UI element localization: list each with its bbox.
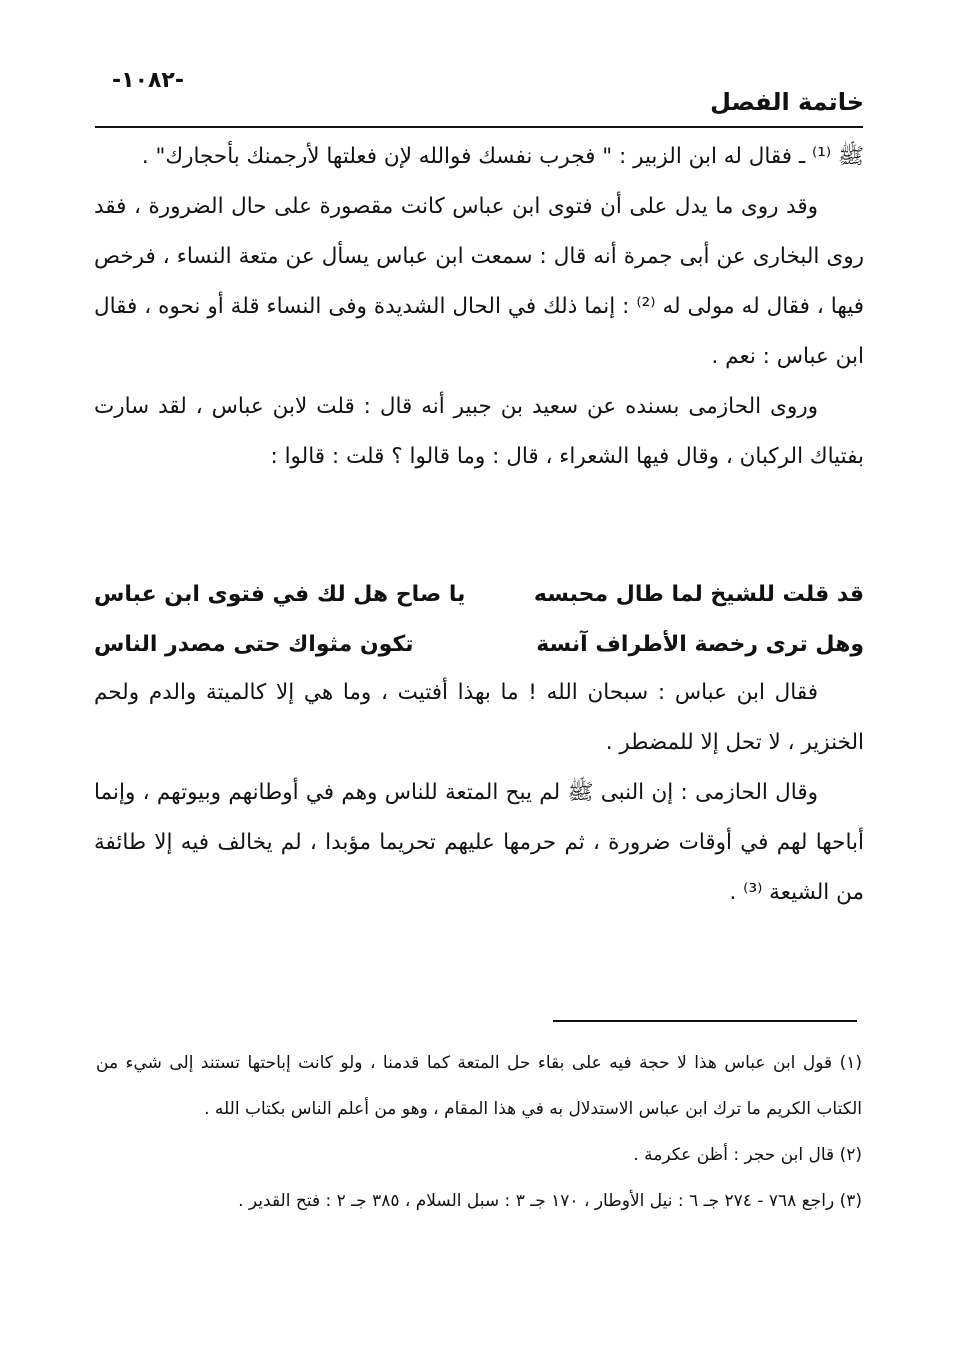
footnote-3: (٣) راجع ٧٦٨ - ٢٧٤ جـ ٦ : نيل الأوطار ، ١٧٠ جـ ٣ : سبل السلام ، ٣٨٥ جـ ٢ : فتح القدير . — [238, 1191, 862, 1211]
verse-2-second-hemistich: تكون مثواك حتى مصدر الناس — [94, 632, 414, 657]
paragraph-5: وقال الحازمى : إن النبى ﷺ لم يبح المتعة للناس وهم في أوطانهم وبيوتهم ، وإنما أباحها لهم في أوقات ضرورة ، ثم حرمها عليهم تحريما مؤبدا ، لم يخالف فيه إلا طائفة من الشيعة ⁽³⁾ . — [94, 780, 864, 905]
paragraph-1: ﷺ ⁽¹⁾ ـ فقال له ابن الزبير : " فجرب نفسك فوالله لإن فعلتها لأرجمنك بأحجارك" . — [141, 144, 864, 169]
verse-line-1 — [94, 570, 864, 620]
footnote-rule — [553, 1020, 857, 1022]
chapter-title: خاتمة الفصل — [710, 88, 864, 116]
main-text — [94, 132, 864, 482]
verse-line-2 — [94, 620, 864, 670]
paragraph-2: وقد روى ما يدل على أن فتوى ابن عباس كانت مقصورة على حال الضرورة ، فقد روى البخارى عن أبى جمرة أنه قال : سمعت ابن عباس يسأل عن متعة النساء ، فرخص فيها ، فقال له مولى له ⁽²⁾ : إنما ذلك في الحال الشديدة وفى النساء قلة أو نحوه ، فقال ابن عباس : نعم . — [94, 194, 864, 369]
verse-1-first-hemistich: قد قلت للشيخ لما طال محبسه — [533, 582, 864, 607]
verse-2-first-hemistich: وهل ترى رخصة الأطراف آنسة — [536, 632, 864, 657]
poem — [94, 570, 864, 670]
main-text-continued — [94, 668, 864, 918]
verse-1-second-hemistich: يا صاح هل لك في فتوى ابن عباس — [94, 582, 466, 607]
paragraph-3: وروى الحازمى بسنده عن سعيد بن جبير أنه قال : قلت لابن عباس ، لقد سارت بفتياك الركبان ، وقال فيها الشعراء ، قال : وما قالوا ؟ قلت : قالوا : — [94, 394, 864, 469]
page-number: -١٠٨٢- — [112, 68, 184, 93]
header-rule — [95, 126, 863, 128]
paragraph-4: فقال ابن عباس : سبحان الله ! ما بهذا أفتيت ، وما هي إلا كالميتة والدم ولحم الخنزير ، لا تحل إلا للمضطر . — [94, 680, 864, 755]
footnote-1: (١) قول ابن عباس هذا لا حجة فيه على بقاء حل المتعة كما قدمنا ، ولو كانت إباحتها تستند إلى شيء من الكتاب الكريم ما ترك ابن عباس الاستدلال به في هذا المقام ، وهو من أعلم الناس بكتاب الله . — [96, 1053, 862, 1119]
footnotes — [96, 1040, 862, 1224]
footnote-2: (٢) قال ابن حجر : أظن عكرمة . — [633, 1145, 862, 1165]
